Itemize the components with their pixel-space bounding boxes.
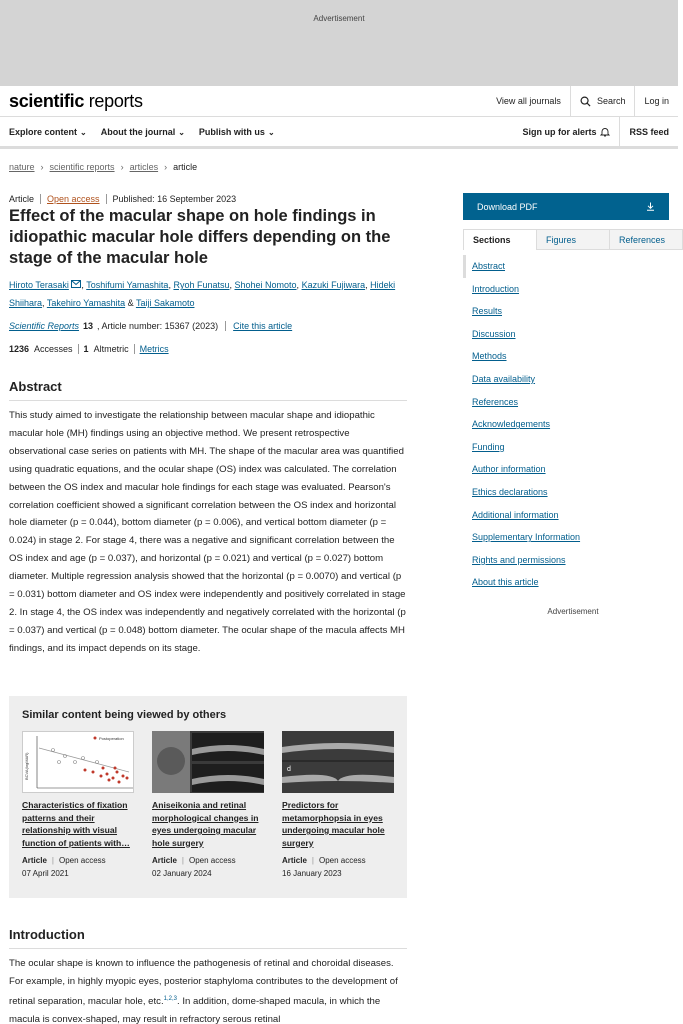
article-meta [9, 194, 236, 204]
breadcrumb-nature[interactable]: nature [9, 162, 35, 172]
section-link-references[interactable]: References [472, 396, 519, 407]
author-link[interactable]: Takehiro Yamashita [46, 298, 126, 308]
bell-icon [600, 127, 610, 137]
card-title-link[interactable]: Characteristics of fixation patterns and their relationship with visual function of patients with… [22, 800, 130, 848]
abstract-heading: Abstract [9, 379, 62, 394]
download-pdf-button[interactable]: Download PDF [463, 193, 669, 220]
top-advertisement [0, 0, 678, 86]
section-link-author-information[interactable]: Author information [472, 464, 546, 475]
section-link-additional-information[interactable]: Additional information [472, 509, 559, 520]
section-link-about-article[interactable]: About this article [472, 577, 539, 588]
similar-card[interactable]: Aniseikonia and retinal morphological changes in eyes undergoing macular hole surgery Article | Open access 02 January 2024 [152, 731, 264, 878]
accesses-count: 1236 [9, 344, 30, 354]
svg-text:Postoperation: Postoperation [99, 736, 124, 741]
section-link-funding[interactable]: Funding [472, 441, 505, 452]
section-link-ethics-declarations[interactable]: Ethics declarations [472, 486, 548, 497]
sidebar-advertisement-label: Advertisement [547, 607, 599, 616]
section-link-rights-permissions[interactable]: Rights and permissions [472, 554, 566, 565]
download-icon [646, 202, 655, 211]
altmetric-label: Altmetric [93, 344, 129, 354]
chevron-down-icon: ⌄ [80, 128, 87, 137]
article-title: Effect of the macular shape on hole findings in idiopathic macular hole differs depending on the stage of the macular hole [9, 207, 391, 267]
introduction-text: The ocular shape is known to influence the pathogenesis of retinal and choroidal diseases. For example, in highly myopic eyes, posterior staphyloma contributes to the development of retinal separation, macular hole, etc.$^{1,2,3}$. In addition, dome-shaped macula, in which the macula is convex-shaped, may result in refractory serous retinal [9, 958, 398, 1024]
chevron-down-icon: ⌄ [178, 128, 185, 137]
altmetric-count: 1 [83, 344, 89, 354]
view-all-journals-link[interactable]: View all journals [496, 96, 561, 106]
author-list: Hiroto Terasaki , Toshifumi Yamashita, Ryoh Funatsu, Shohei Nomoto, Kazuki Fujiwara, Hideki Shiihara, Takehiro Yamashita & Taiji Sakamoto [9, 280, 396, 308]
card-title-link[interactable]: Predictors for metamorphopsia in eyes undergoing macular hole surgery [282, 800, 385, 848]
citation-line [9, 321, 292, 331]
card-date: 16 January 2023 [282, 869, 342, 878]
site-logo[interactable]: scientific reports [9, 91, 143, 111]
open-access-badge[interactable]: Open access [47, 194, 100, 204]
card-thumbnail-scatter [22, 731, 134, 793]
breadcrumb: nature › scientific reports › articles › article [9, 162, 198, 172]
svg-text:BCVA(logMAR): BCVA(logMAR) [24, 752, 29, 780]
breadcrumb-articles[interactable]: articles [129, 162, 159, 172]
sections-list [463, 255, 663, 594]
card-open-access: Open access [58, 856, 106, 865]
reference-link[interactable]: 1,2,3 [163, 995, 178, 1002]
tab-figures[interactable]: Figures [537, 229, 610, 250]
section-link-discussion[interactable]: Discussion [472, 328, 516, 339]
section-link-results[interactable]: Results [472, 306, 503, 317]
published-date: Published: 16 September 2023 [112, 194, 237, 204]
chevron-down-icon: ⌄ [267, 128, 275, 137]
breadcrumb-current: article [173, 162, 198, 172]
cite-this-article-link[interactable]: Cite this article [233, 321, 293, 331]
card-thumbnail-oct [282, 731, 394, 793]
advertisement-label: Advertisement [313, 14, 365, 23]
accesses-label: Accesses [34, 344, 73, 354]
section-link-supplementary-information[interactable]: Supplementary Information [472, 532, 581, 543]
card-date: 02 January 2024 [152, 869, 212, 878]
volume: 13 [83, 321, 94, 331]
rss-feed-link[interactable]: RSS feed [619, 117, 678, 146]
journal-nav [0, 117, 678, 149]
site-header [0, 86, 678, 117]
author-link[interactable]: Ryoh Funatsu [173, 280, 230, 290]
publish-with-us-menu[interactable]: Publish with us ⌄ [198, 127, 275, 137]
card-type: Article [22, 856, 47, 865]
author-link[interactable]: Toshifumi Yamashita [86, 280, 169, 290]
author-link[interactable]: Kazuki Fujiwara [301, 280, 366, 290]
explore-content-menu[interactable]: Explore content ⌄ [9, 127, 87, 137]
login-link[interactable]: Log in [634, 86, 678, 116]
author-link[interactable]: Taiji Sakamoto [135, 298, 195, 308]
breadcrumb-scientific-reports[interactable]: scientific reports [49, 162, 115, 172]
sign-up-alerts-link[interactable]: Sign up for alerts [513, 117, 619, 146]
mail-icon[interactable] [71, 280, 81, 288]
section-link-introduction[interactable]: Introduction [472, 283, 520, 294]
search-button[interactable]: Search [570, 86, 635, 116]
similar-content-panel [9, 696, 407, 898]
card-open-access: Open access [318, 856, 366, 865]
metrics-link[interactable]: Metrics [139, 344, 169, 354]
author-link[interactable]: Hideki Shiihara [9, 280, 396, 308]
tab-sections[interactable]: Sections [463, 229, 537, 250]
card-type: Article [152, 856, 177, 865]
article-type: Article [9, 194, 35, 204]
introduction-heading-wrap [9, 927, 407, 949]
card-open-access: Open access [188, 856, 236, 865]
tab-references[interactable]: References [610, 229, 683, 250]
abstract-heading-wrap [9, 379, 407, 401]
similar-card[interactable]: Postoperation BCVA(logMAR) Characteristics of fixation patterns and their relationship with visual function of patients with… Article | Open access 07 April 2021 [22, 731, 134, 878]
section-link-methods[interactable]: Methods [472, 351, 507, 362]
section-link-data-availability[interactable]: Data availability [472, 373, 536, 384]
introduction-heading: Introduction [9, 927, 85, 942]
similar-card[interactable]: d Predictors for metamorphopsia in eyes undergoing macular hole surgery Article | Open access 16 January 2023 [282, 731, 394, 878]
svg-text:d: d [287, 766, 291, 773]
journal-name-link[interactable]: Scientific Reports [9, 321, 80, 331]
sidebar-tabs [463, 229, 683, 250]
about-journal-menu[interactable]: About the journal ⌄ [100, 127, 185, 137]
section-link-abstract[interactable]: Abstract [463, 255, 663, 278]
card-date: 07 April 2021 [22, 869, 69, 878]
similar-heading: Similar content being viewed by others [22, 709, 227, 721]
author-link[interactable]: Shohei Nomoto [234, 280, 297, 290]
search-icon [580, 96, 591, 107]
author-link[interactable]: Hiroto Terasaki [9, 280, 69, 290]
card-title-link[interactable]: Aniseikonia and retinal morphological changes in eyes undergoing macular hole surgery [152, 800, 259, 848]
metrics-bar [9, 344, 169, 354]
article-number: , Article number: 15367 (2023) [97, 321, 219, 331]
section-link-acknowledgements[interactable]: Acknowledgements [472, 419, 551, 430]
card-thumbnail-oct [152, 731, 264, 793]
card-type: Article [282, 856, 307, 865]
abstract-text: This study aimed to investigate the relationship between macular shape and idiopathic macular hole (MH) findings using an objective method. We present retrospective observational case series on patients with MH. The shape of the macular area was quantified using quadratic equations, and the ocular shape (OS) index was calculated. The correlation between the OS index and macular hole findings for each stage was evaluated. Pearson's correlation coefficient showed a significant correlation between the OS index and horizontal hole diameter (p = 0.044), bottom diameter (p = 0.006), and vertical bottom diameter (p = 0.024) in stage 2. For stage 4, there was a negative and significant correlation between the OS index and age (p = 0.037), and horizontal (p = 0.021) and vertical (p = 0.027) bottom diameter. Multiple regression analysis showed that the horizontal (p = 0.0070) and vertical (p = 0.031) bottom diameter and OS index were independently and positively correlated in stage 2. In stage 4, the OS index was independently and negatively correlated with the horizontal (p = 0.037) and vertical (p = 0.048) bottom diameter. The ocular shape of the macula affects MH findings, and its impact depends on its stage. [9, 410, 406, 654]
